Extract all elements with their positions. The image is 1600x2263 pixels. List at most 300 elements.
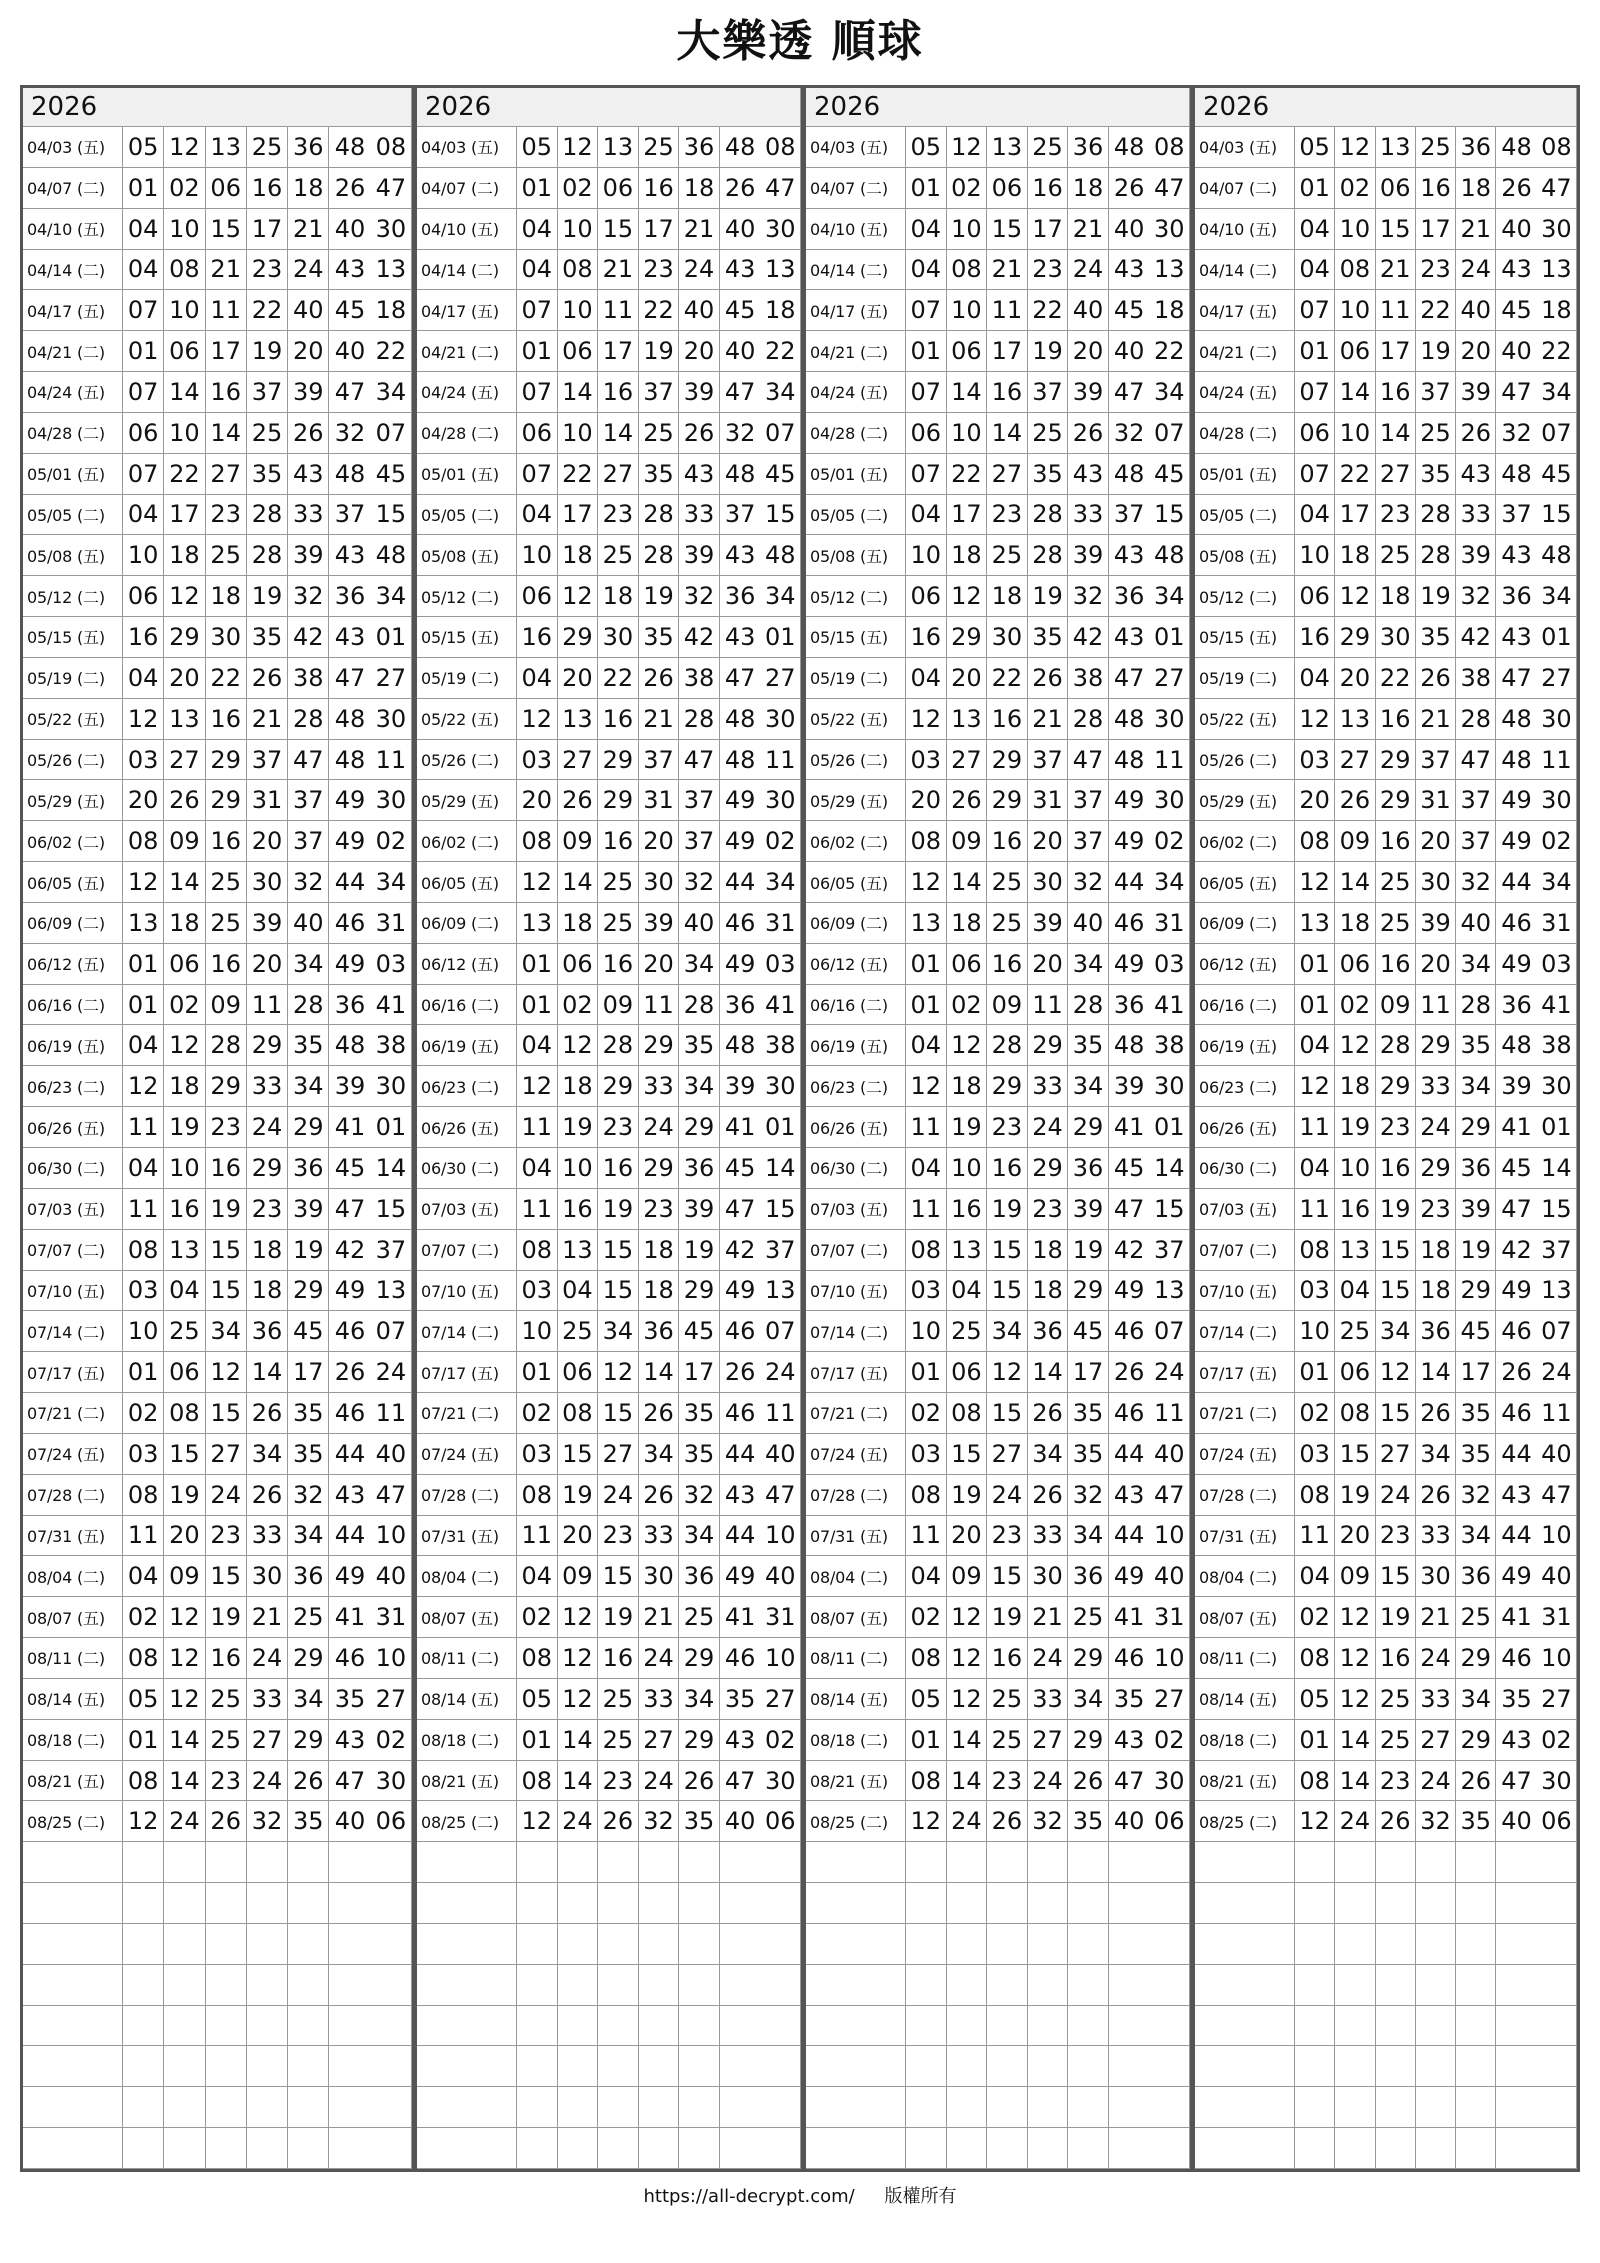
draw-number: 35 (1068, 1393, 1109, 1434)
draw-number: 16 (123, 617, 164, 658)
draw-number: 01 (123, 1720, 164, 1761)
draw-number: 48 (720, 1025, 761, 1066)
draw-number: 12 (164, 127, 205, 168)
empty-number-cell (1537, 1842, 1577, 1883)
draw-date: 04/10 (五) (23, 209, 123, 250)
draw-number: 12 (1335, 1638, 1375, 1679)
empty-number-cell (720, 1883, 761, 1924)
draw-number: 21 (247, 699, 288, 740)
draw-number: 36 (329, 985, 370, 1026)
draw-number: 19 (639, 576, 680, 617)
draw-number: 29 (947, 617, 988, 658)
draw-number: 17 (598, 331, 639, 372)
empty-date-cell (417, 1924, 517, 1965)
draw-number: 25 (598, 1679, 639, 1720)
draw-date: 05/15 (五) (1195, 617, 1295, 658)
draw-number: 49 (1496, 1271, 1536, 1312)
draw-date: 06/30 (二) (806, 1148, 906, 1189)
draw-number: 43 (1496, 250, 1536, 291)
empty-number-cell (288, 1842, 329, 1883)
empty-date-cell (417, 1842, 517, 1883)
draw-number: 09 (1335, 1556, 1375, 1597)
draw-number: 28 (1028, 535, 1069, 576)
draw-number: 21 (1068, 209, 1109, 250)
draw-number: 20 (639, 821, 680, 862)
draw-number: 01 (906, 1352, 947, 1393)
special-number: 30 (760, 209, 801, 250)
draw-number: 41 (329, 1597, 370, 1638)
empty-number-cell (1109, 2128, 1150, 2169)
draw-number: 12 (123, 699, 164, 740)
draw-number: 29 (598, 740, 639, 781)
draw-date: 06/12 (五) (806, 944, 906, 985)
empty-date-cell (1195, 1883, 1295, 1924)
draw-number: 01 (517, 985, 558, 1026)
draw-number: 12 (1376, 1352, 1416, 1393)
draw-number: 43 (1496, 535, 1536, 576)
draw-number: 06 (517, 576, 558, 617)
draw-number: 35 (288, 1393, 329, 1434)
draw-number: 32 (1028, 1801, 1069, 1842)
draw-number: 26 (1416, 1475, 1456, 1516)
draw-date: 05/01 (五) (23, 454, 123, 495)
draw-number: 07 (517, 290, 558, 331)
draw-number: 20 (1335, 658, 1375, 699)
draw-number: 03 (906, 740, 947, 781)
draw-number: 27 (206, 1434, 247, 1475)
draw-number: 11 (987, 290, 1028, 331)
draw-number: 26 (1068, 1761, 1109, 1802)
draw-number: 25 (1376, 903, 1416, 944)
draw-number: 29 (206, 1066, 247, 1107)
draw-number: 10 (558, 413, 599, 454)
draw-number: 43 (1109, 1720, 1150, 1761)
draw-number: 30 (1028, 1556, 1069, 1597)
draw-date: 07/07 (二) (806, 1230, 906, 1271)
empty-number-cell (1149, 2087, 1190, 2128)
draw-number: 16 (164, 1189, 205, 1230)
empty-date-cell (806, 2006, 906, 2047)
draw-date: 08/04 (二) (806, 1556, 906, 1597)
draw-number: 21 (1416, 1597, 1456, 1638)
draw-date: 07/28 (二) (23, 1475, 123, 1516)
draw-number: 36 (1109, 985, 1150, 1026)
draw-number: 14 (1335, 1761, 1375, 1802)
draw-date: 07/17 (五) (417, 1352, 517, 1393)
draw-number: 33 (247, 1066, 288, 1107)
draw-number: 30 (247, 1556, 288, 1597)
empty-number-cell (1335, 2087, 1375, 2128)
draw-number: 08 (906, 1230, 947, 1271)
empty-number-cell (329, 2046, 370, 2087)
draw-number: 25 (639, 413, 680, 454)
special-number: 48 (760, 535, 801, 576)
empty-number-cell (947, 2046, 988, 2087)
empty-number-cell (558, 1965, 599, 2006)
draw-number: 14 (558, 372, 599, 413)
draw-number: 19 (947, 1107, 988, 1148)
draw-number: 26 (947, 780, 988, 821)
draw-number: 09 (947, 1556, 988, 1597)
draw-number: 34 (288, 1516, 329, 1557)
special-number: 45 (1537, 454, 1577, 495)
empty-number-cell (1295, 1965, 1335, 2006)
empty-number-cell (1537, 2046, 1577, 2087)
draw-number: 25 (598, 862, 639, 903)
empty-number-cell (1028, 1924, 1069, 1965)
draw-number: 16 (598, 944, 639, 985)
draw-number: 10 (164, 1148, 205, 1189)
empty-number-cell (906, 2128, 947, 2169)
draw-number: 29 (679, 1271, 720, 1312)
draw-number: 01 (906, 168, 947, 209)
draw-number: 25 (206, 1679, 247, 1720)
draw-number: 48 (720, 740, 761, 781)
draw-number: 26 (288, 413, 329, 454)
draw-date: 06/16 (二) (806, 985, 906, 1026)
draw-number: 20 (1028, 944, 1069, 985)
empty-number-cell (1416, 2128, 1456, 2169)
draw-number: 01 (1295, 985, 1335, 1026)
draw-date: 04/28 (二) (417, 413, 517, 454)
special-number: 10 (1149, 1638, 1190, 1679)
draw-number: 06 (1376, 168, 1416, 209)
draw-number: 21 (1028, 699, 1069, 740)
empty-number-cell (1068, 1842, 1109, 1883)
draw-number: 09 (206, 985, 247, 1026)
draw-number: 10 (164, 413, 205, 454)
empty-number-cell (1456, 1965, 1496, 2006)
draw-number: 29 (1416, 1025, 1456, 1066)
empty-number-cell (679, 2006, 720, 2047)
draw-number: 25 (206, 903, 247, 944)
empty-number-cell (1068, 2128, 1109, 2169)
draw-number: 43 (1496, 617, 1536, 658)
special-number: 11 (760, 740, 801, 781)
draw-number: 28 (679, 699, 720, 740)
draw-number: 24 (1068, 250, 1109, 291)
draw-number: 34 (1068, 1066, 1109, 1107)
draw-number: 37 (247, 740, 288, 781)
special-number: 07 (1537, 413, 1577, 454)
draw-number: 04 (123, 1556, 164, 1597)
draw-number: 25 (987, 903, 1028, 944)
draw-number: 29 (164, 617, 205, 658)
empty-date-cell (23, 1965, 123, 2006)
special-number: 07 (760, 413, 801, 454)
draw-number: 24 (164, 1801, 205, 1842)
draw-number: 28 (288, 699, 329, 740)
empty-number-cell (1295, 2087, 1335, 2128)
draw-number: 29 (987, 1066, 1028, 1107)
draw-number: 01 (517, 1352, 558, 1393)
empty-number-cell (247, 2087, 288, 2128)
draw-number: 18 (947, 903, 988, 944)
draw-number: 02 (947, 985, 988, 1026)
draw-number: 46 (720, 1393, 761, 1434)
draw-number: 08 (517, 1638, 558, 1679)
draw-number: 32 (1068, 862, 1109, 903)
draw-number: 19 (558, 1475, 599, 1516)
draw-number: 04 (1295, 1556, 1335, 1597)
draw-number: 01 (517, 1720, 558, 1761)
draw-number: 43 (329, 1720, 370, 1761)
year-header: 2026 (806, 88, 1190, 127)
draw-date: 04/17 (五) (23, 290, 123, 331)
draw-number: 28 (639, 535, 680, 576)
draw-date: 08/04 (二) (417, 1556, 517, 1597)
draw-number: 48 (1109, 127, 1150, 168)
draw-number: 47 (720, 372, 761, 413)
draw-number: 45 (1496, 290, 1536, 331)
draw-number: 29 (1068, 1107, 1109, 1148)
draw-number: 34 (288, 944, 329, 985)
draw-number: 29 (288, 1271, 329, 1312)
draw-number: 23 (987, 495, 1028, 536)
draw-number: 16 (1376, 699, 1416, 740)
draw-number: 15 (1376, 1230, 1416, 1271)
empty-date-cell (1195, 1965, 1295, 2006)
draw-number: 40 (1109, 1801, 1150, 1842)
draw-number: 10 (1335, 209, 1375, 250)
draw-number: 26 (679, 1761, 720, 1802)
draw-number: 14 (947, 1720, 988, 1761)
empty-number-cell (720, 2046, 761, 2087)
draw-date: 07/21 (二) (417, 1393, 517, 1434)
draw-number: 39 (1068, 1189, 1109, 1230)
draw-date: 05/26 (二) (1195, 740, 1295, 781)
draw-number: 49 (720, 944, 761, 985)
draw-number: 32 (679, 862, 720, 903)
empty-number-cell (1496, 1842, 1536, 1883)
special-number: 40 (1149, 1434, 1190, 1475)
special-number: 30 (1537, 1066, 1577, 1107)
draw-number: 03 (123, 1434, 164, 1475)
draw-date: 06/23 (二) (23, 1066, 123, 1107)
draw-number: 21 (288, 209, 329, 250)
draw-number: 39 (720, 1066, 761, 1107)
draw-number: 39 (1068, 535, 1109, 576)
empty-number-cell (598, 2046, 639, 2087)
draw-number: 43 (1496, 1720, 1536, 1761)
draw-number: 12 (123, 1066, 164, 1107)
draw-date: 04/24 (五) (806, 372, 906, 413)
draw-number: 35 (1028, 454, 1069, 495)
draw-number: 07 (517, 372, 558, 413)
footer-url[interactable]: https://all-decrypt.com/ (643, 2186, 855, 2207)
empty-number-cell (1456, 2006, 1496, 2047)
draw-number: 03 (1295, 1434, 1335, 1475)
draw-number: 25 (987, 1720, 1028, 1761)
draw-date: 06/05 (五) (1195, 862, 1295, 903)
draw-date: 06/09 (二) (806, 903, 906, 944)
special-number: 01 (371, 617, 412, 658)
empty-number-cell (598, 2128, 639, 2169)
draw-number: 19 (1416, 576, 1456, 617)
draw-number: 08 (558, 250, 599, 291)
draw-number: 11 (1028, 985, 1069, 1026)
empty-number-cell (288, 1924, 329, 1965)
empty-number-cell (288, 2046, 329, 2087)
draw-number: 38 (1068, 658, 1109, 699)
empty-number-cell (1376, 1924, 1416, 1965)
draw-number: 32 (679, 576, 720, 617)
draw-date: 06/19 (五) (417, 1025, 517, 1066)
empty-number-cell (1068, 2006, 1109, 2047)
draw-number: 36 (1456, 1556, 1496, 1597)
draw-number: 24 (639, 1638, 680, 1679)
empty-number-cell (720, 1924, 761, 1965)
draw-date: 04/03 (五) (417, 127, 517, 168)
draw-number: 49 (329, 780, 370, 821)
draw-number: 45 (679, 1311, 720, 1352)
draw-number: 43 (329, 1475, 370, 1516)
draw-number: 35 (639, 454, 680, 495)
draw-number: 02 (517, 1597, 558, 1638)
empty-number-cell (558, 1924, 599, 1965)
draw-number: 30 (247, 862, 288, 903)
draw-date: 05/08 (五) (23, 535, 123, 576)
empty-number-cell (679, 1924, 720, 1965)
draw-number: 35 (288, 1025, 329, 1066)
draw-number: 15 (987, 1393, 1028, 1434)
draw-number: 23 (1028, 250, 1069, 291)
draw-number: 16 (247, 168, 288, 209)
draw-number: 49 (1109, 780, 1150, 821)
draw-number: 37 (720, 495, 761, 536)
draw-number: 46 (1109, 1638, 1150, 1679)
draw-number: 14 (1416, 1352, 1456, 1393)
special-number: 03 (371, 944, 412, 985)
draw-number: 19 (558, 1107, 599, 1148)
draw-number: 18 (1335, 1066, 1375, 1107)
empty-number-cell (1456, 2128, 1496, 2169)
draw-number: 40 (288, 290, 329, 331)
draw-number: 43 (1109, 1475, 1150, 1516)
draw-number: 16 (1376, 1638, 1416, 1679)
draw-number: 34 (639, 1434, 680, 1475)
draw-number: 35 (679, 1434, 720, 1475)
draw-number: 39 (1496, 1066, 1536, 1107)
draw-number: 26 (247, 1393, 288, 1434)
empty-number-cell (517, 2046, 558, 2087)
draw-number: 14 (558, 1720, 599, 1761)
draw-number: 29 (1028, 1025, 1069, 1066)
draw-number: 42 (329, 1230, 370, 1271)
draw-number: 23 (598, 495, 639, 536)
draw-number: 23 (1416, 1189, 1456, 1230)
special-number: 34 (371, 862, 412, 903)
draw-number: 28 (1416, 495, 1456, 536)
empty-number-cell (1295, 1883, 1335, 1924)
empty-date-cell (417, 2006, 517, 2047)
draw-number: 12 (906, 862, 947, 903)
empty-date-cell (23, 2006, 123, 2047)
special-number: 11 (760, 1393, 801, 1434)
draw-number: 33 (1028, 1679, 1069, 1720)
draw-number: 27 (639, 1720, 680, 1761)
draw-number: 04 (906, 1025, 947, 1066)
draw-number: 32 (1416, 1801, 1456, 1842)
draw-number: 23 (639, 1189, 680, 1230)
empty-number-cell (247, 1842, 288, 1883)
draw-number: 25 (1456, 1597, 1496, 1638)
draw-number: 23 (1376, 1761, 1416, 1802)
draw-number: 08 (1335, 1393, 1375, 1434)
draw-number: 10 (558, 209, 599, 250)
empty-number-cell (288, 2087, 329, 2128)
draw-number: 32 (1456, 1475, 1496, 1516)
draw-number: 25 (1376, 1720, 1416, 1761)
draw-date: 04/03 (五) (1195, 127, 1295, 168)
draw-date: 05/22 (五) (23, 699, 123, 740)
draw-number: 17 (679, 1352, 720, 1393)
draw-number: 04 (1335, 1271, 1375, 1312)
empty-number-cell (1335, 1924, 1375, 1965)
empty-number-cell (1109, 1924, 1150, 1965)
draw-number: 47 (679, 740, 720, 781)
draw-number: 12 (558, 127, 599, 168)
draw-number: 04 (123, 1148, 164, 1189)
draw-number: 08 (1295, 1230, 1335, 1271)
draw-number: 14 (1376, 413, 1416, 454)
empty-number-cell (123, 1924, 164, 1965)
draw-number: 08 (517, 1761, 558, 1802)
draw-date: 05/19 (二) (23, 658, 123, 699)
empty-number-cell (1416, 1883, 1456, 1924)
draw-number: 47 (1109, 1761, 1150, 1802)
draw-number: 11 (1295, 1516, 1335, 1557)
draw-number: 08 (906, 1638, 947, 1679)
draw-number: 08 (164, 250, 205, 291)
draw-number: 14 (164, 862, 205, 903)
draw-number: 20 (639, 944, 680, 985)
draw-number: 25 (558, 1311, 599, 1352)
draw-number: 01 (517, 168, 558, 209)
empty-number-cell (517, 1965, 558, 2006)
draw-number: 23 (1416, 250, 1456, 291)
draw-number: 29 (987, 740, 1028, 781)
draw-number: 14 (164, 372, 205, 413)
draw-date: 05/26 (二) (806, 740, 906, 781)
draw-number: 39 (288, 372, 329, 413)
draw-number: 28 (1028, 495, 1069, 536)
draw-number: 26 (558, 780, 599, 821)
draw-number: 04 (558, 1271, 599, 1312)
draw-number: 29 (247, 1025, 288, 1066)
draw-date: 05/29 (五) (23, 780, 123, 821)
special-number: 08 (1149, 127, 1190, 168)
special-number: 01 (1537, 617, 1577, 658)
draw-number: 39 (679, 372, 720, 413)
draw-number: 40 (720, 209, 761, 250)
special-number: 47 (1537, 1475, 1577, 1516)
draw-date: 04/24 (五) (23, 372, 123, 413)
draw-number: 47 (1496, 372, 1536, 413)
draw-number: 29 (1376, 740, 1416, 781)
draw-number: 45 (329, 290, 370, 331)
empty-number-cell (1028, 2087, 1069, 2128)
draw-number: 44 (329, 1434, 370, 1475)
empty-number-cell (947, 2128, 988, 2169)
special-number: 15 (760, 1189, 801, 1230)
empty-number-cell (558, 2006, 599, 2047)
draw-number: 25 (1028, 127, 1069, 168)
empty-date-cell (806, 1883, 906, 1924)
draw-number: 17 (288, 1352, 329, 1393)
draw-date: 05/05 (二) (23, 495, 123, 536)
draw-number: 19 (1376, 1597, 1416, 1638)
